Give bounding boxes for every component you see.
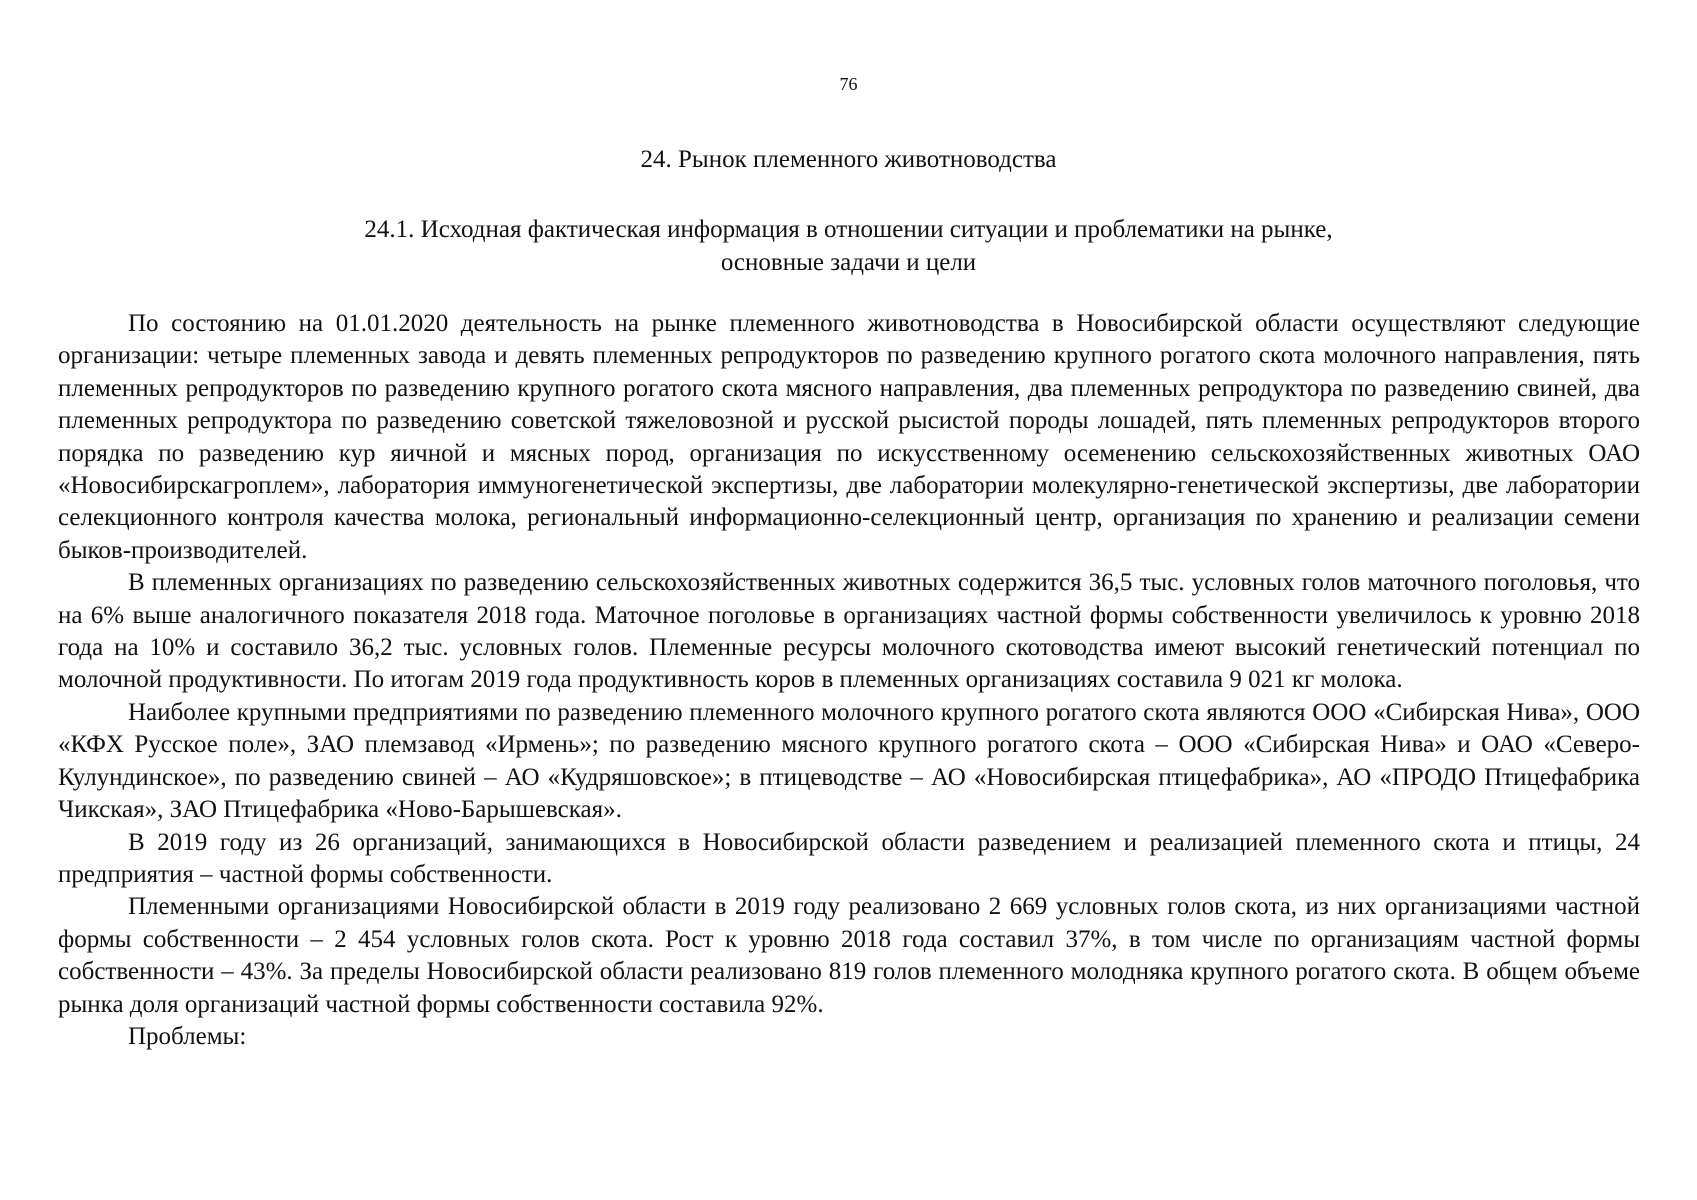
paragraph-livestock: В племенных организациях по разведению сельскохозяйственных животных содержится 36,5 тыс. условных голов маточного поголовья, что на 6% выше аналогичного показателя 2018 года. Маточное поголовье в организациях частной формы собственности увеличилось к уровню 2018 года на 10% и составило 36,2 тыс. условных голов. Племенные ресурсы молочного скотоводства имеют высокий генетический потенциал по молочной продуктивности. По итогам 2019 года продуктивность коров в племенных организациях составила 9 021 кг молока. <box>58 569 1640 694</box>
subsection-title <box>300 213 1397 279</box>
page-number: 76 <box>839 74 858 94</box>
paragraph-largest-enterprises: Наиболее крупными предприятиями по разведению племенного молочного крупного рогатого скота являются ООО «Сибирская Нива», ООО «КФХ Русское поле», ЗАО племзавод «Ирмень»; по разведению мясного крупного рогатого скота – ООО «Сибирская Нива» и ОАО «Северо-Кулундинское», по разведению свиней – АО «Кудряшовское»; в птицеводстве – АО «Новосибирская птицефабрика», АО «ПРОДО Птицефабрика Чикская», ЗАО Птицефабрика «Ново-Барышевская». <box>58 698 1640 824</box>
section-title: 24. Рынок племенного животноводства <box>640 146 1057 173</box>
paragraph-ownership: В 2019 году из 26 организаций, занимающихся в Новосибирской области разведением и реализацией племенного скота и птицы, 24 предприятия – частной формы собственности. <box>58 828 1640 888</box>
paragraph-problems-heading: Проблемы: <box>128 1022 247 1050</box>
subsection-title-line-1: 24.1. Исходная фактическая информация в отношении ситуации и проблематики на рынке, <box>364 216 1333 243</box>
paragraph-organizations: По состоянию на 01.01.2020 деятельность на рынке племенного животноводства в Новосибирской области осуществляют следующие организации: четыре племенных завода и девять племенных репродукторов по разведению крупного рогатого скота молочного направления, пять племенных репродукторов по разведению крупного рогатого скота мясного направления, два племенных репродуктора по разведению свиней, два племенных репродуктора по разведению советской тяжеловозной и русской рысистой породы лошадей, пять племенных репродукторов второго порядка по разведению кур яичной и мясных пород, организация по искусственному осеменению сельскохозяйственных животных ОАО «Новосибирскагроплем», лаборатория иммуногенетической экспертизы, две лаборатории молекулярно-генетической экспертизы, две лаборатории селекционного контроля качества молока, региональный информационно-селекционный центр, организация по хранению и реализации семени быков-производителей. <box>58 310 1640 564</box>
subsection-title-line-2: основные задачи и цели <box>720 249 977 276</box>
body-text <box>58 308 1640 1053</box>
paragraph-sales: Племенными организациями Новосибирской области в 2019 году реализовано 2 669 условных голов скота, из них организациями частной формы собственности – 2 454 условных голов скота. Рост к уровню 2018 года составил 37%, в том числе по организациям частной формы собственности – 43%. За пределы Новосибирской области реализовано 819 голов племенного молодняка крупного рогатого скота. В общем объеме рынка доля организаций частной формы собственности составила 92%. <box>58 893 1640 1018</box>
